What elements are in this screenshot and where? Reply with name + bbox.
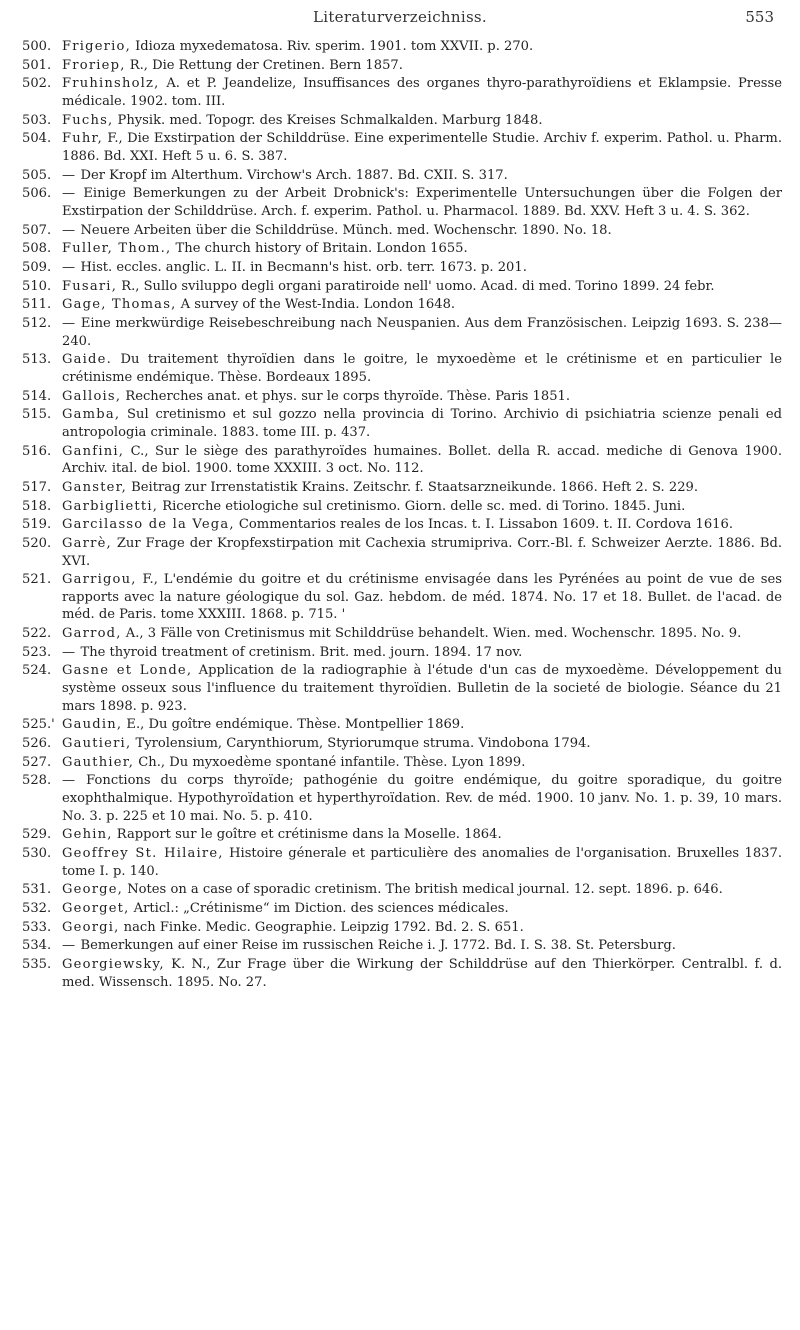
bibliography-entry xyxy=(22,716,782,734)
entry-text: Du traitement thyroïdien dans le goitre, le myxoedème et le crétinisme et en particulier le crétinisme endémique. Thèse. Bordeaux 1895. xyxy=(62,352,782,385)
entry-author: — xyxy=(62,222,77,238)
entry-author: Fusari, xyxy=(62,278,118,294)
entry-text: K. N., Zur Frage über die Wirkung der Schilddrüse auf den Thierkörper. Centralbl. f. d. med. Wissensch. 1895. No. 27. xyxy=(62,956,782,990)
entry-author: Garrè, xyxy=(62,535,112,551)
entry-number: 503. xyxy=(22,112,52,128)
entry-number: 534. xyxy=(22,938,52,954)
entry-text: Notes on a case of sporadic cretinism. The british medical journal. 12. sept. 1896. p. 646. xyxy=(123,882,723,898)
entry-number: 514. xyxy=(22,388,52,404)
entry-author: Gasne et Londe, xyxy=(62,663,193,679)
entry-author: — xyxy=(62,644,77,660)
bibliography-list xyxy=(22,38,782,992)
entry-text: Histoire génerale et particulière des anomalies de l'organisation. Bruxelles 1837. tome I. p. 140. xyxy=(62,845,782,879)
bibliography-entry xyxy=(22,735,782,753)
bibliography-entry xyxy=(22,259,782,277)
entry-author: Garcilasso de la Vega, xyxy=(62,517,235,533)
bibliography-entry xyxy=(22,388,782,406)
entry-text: A survey of the West-India. London 1648. xyxy=(176,297,456,313)
bibliography-entry xyxy=(22,662,782,715)
entry-number: 508. xyxy=(22,241,52,257)
entry-author: George, xyxy=(62,882,124,898)
bibliography-entry xyxy=(22,351,782,386)
entry-author: — xyxy=(62,259,77,275)
page-number: 553 xyxy=(745,8,774,26)
entry-text: Recherches anat. et phys. sur le corps thyroïde. Thèse. Paris 1851. xyxy=(121,388,571,404)
entry-text: R., Die Rettung der Cretinen. Bern 1857. xyxy=(125,57,403,73)
entry-text: Physik. med. Topogr. des Kreises Schmalkalden. Marburg 1848. xyxy=(113,112,543,128)
bibliography-entry xyxy=(22,443,782,478)
entry-number: 531. xyxy=(22,882,52,898)
entry-author: Fruhinsholz, xyxy=(62,76,160,92)
entry-author: Gautieri, xyxy=(62,736,132,751)
entry-text: Beitrag zur Irrenstatistik Krains. Zeitschr. f. Staatsarzneikunde. 1866. Heft 2. S. 229. xyxy=(127,479,699,495)
running-head xyxy=(0,8,800,34)
entry-author: Georgi, xyxy=(62,919,120,935)
entry-author: Georgiewsky, xyxy=(62,956,165,972)
entry-text: Eine merkwürdige Reisebeschreibung nach Neuspanien. Aus dem Französischen. Leipzig 1693. S. 238—240. xyxy=(62,316,782,349)
entry-text: Hist. eccles. anglic. L. II. in Becmann's hist. orb. terr. 1673. p. 201. xyxy=(76,259,527,275)
entry-number: 532. xyxy=(22,900,52,916)
bibliography-entry xyxy=(22,826,782,844)
bibliography-entry xyxy=(22,278,782,296)
entry-number: 507. xyxy=(22,222,52,238)
entry-text: Tyrolensium, Carynthiorum, Styriorumque struma. Vindobona 1794. xyxy=(131,736,591,751)
entry-text: Neuere Arbeiten über die Schilddrüse. Münch. med. Wochenschr. 1890. No. 18. xyxy=(76,222,612,238)
entry-number: 500. xyxy=(22,39,52,54)
entry-number: 530. xyxy=(22,845,52,861)
entry-text: E., Du goître endémique. Thèse. Montpellier 1869. xyxy=(122,717,465,733)
bibliography-entry xyxy=(22,516,782,534)
bibliography-entry xyxy=(22,112,782,130)
entry-text: The church history of Britain. London 1655. xyxy=(171,241,468,257)
entry-author: Garrigou, xyxy=(62,572,137,588)
entry-author: Gaudin, xyxy=(62,717,123,733)
entry-number: 502. xyxy=(22,76,52,92)
entry-author: Garbiglietti, xyxy=(62,498,159,514)
entry-number: 506. xyxy=(22,186,52,202)
bibliography-entry xyxy=(22,57,782,75)
entry-author: Fuller, Thom., xyxy=(62,241,172,257)
bibliography-entry xyxy=(22,240,782,258)
bibliography-entry xyxy=(22,900,782,918)
bibliography-entry xyxy=(22,185,782,220)
bibliography-entry xyxy=(22,479,782,497)
entry-text: C., Sur le siège des parathyroïdes humaines. Bollet. della R. accad. mediche di Genova 1900. Archiv. ital. de biol. 1900. tome XXXIII. 3 oct. No. 112. xyxy=(62,443,782,477)
entry-author: — xyxy=(62,773,77,789)
entry-author: Gamba, xyxy=(62,407,121,423)
entry-number: 519. xyxy=(22,517,52,533)
entry-author: Georget, xyxy=(62,900,130,916)
entry-text: F., L'endémie du goitre et du crétinisme envisagée dans les Pyrénées au point de vue de ses rapports avec la nature géologique du sol. Gaz. hebdom. de méd. 1874. No. 17 et 18. Bullet. de l'acad. de méd. de Paris. tome XXXIII. 1868. p. 715. ' xyxy=(62,572,782,623)
bibliography-entry xyxy=(22,315,782,350)
bibliography-entry xyxy=(22,75,782,110)
entry-text: Zur Frage der Kropfexstirpation mit Cachexia strumipriva. Corr.-Bl. f. Schweizer Aerzte. 1886. Bd. XVI. xyxy=(62,535,782,569)
entry-author: Garrod, xyxy=(62,626,122,642)
entry-author: Gallois, xyxy=(62,388,122,404)
bibliography-entry xyxy=(22,167,782,185)
entry-text: Der Kropf im Alterthum. Virchow's Arch. 1887. Bd. CXII. S. 317. xyxy=(76,167,508,183)
bibliography-entry xyxy=(22,406,782,441)
running-head-title: Literaturverzeichniss. xyxy=(312,8,488,26)
entry-number: 512. xyxy=(22,316,52,332)
entry-number: 501. xyxy=(22,57,52,73)
entry-number: 505. xyxy=(22,167,52,183)
bibliography-entry xyxy=(22,919,782,937)
entry-text: Ricerche etiologiche sul cretinismo. Giorn. delle sc. med. di Torino. 1845. Juni. xyxy=(158,498,686,514)
bibliography-entry xyxy=(22,222,782,240)
entry-text: A. et P. Jeandelize, Insuffisances des organes thyro-parathyroïdiens et Eklampsie. Presse médicale. 1902. tom. III. xyxy=(62,76,782,109)
entry-author: — xyxy=(62,186,77,202)
entry-text: Ch., Du myxoedème spontané infantile. Thèse. Lyon 1899. xyxy=(134,754,526,770)
bibliography-entry xyxy=(22,38,782,56)
entry-text: Fonctions du corps thyroïde; pathogénie du goitre endémique, du goitre sporadique, du goitre exophthalmique. Hypothyroïdation et hyperthyroïdation. Rev. de méd. 1900. 10 janv. No. 1. p. 39, 10 mars. No. 3. p. 225 et 10 mai. No. 5. p. 410. xyxy=(62,773,782,824)
bibliography-entry xyxy=(22,956,782,991)
entry-text: The thyroid treatment of cretinism. Brit. med. journ. 1894. 17 nov. xyxy=(76,644,523,660)
entry-number: 520. xyxy=(22,535,52,551)
entry-number: 517. xyxy=(22,479,52,495)
entry-text: nach Finke. Medic. Geographie. Leipzig 1792. Bd. 2. S. 651. xyxy=(119,919,524,935)
entry-number: 513. xyxy=(22,352,52,368)
entry-author: — xyxy=(62,938,77,954)
entry-number: 524. xyxy=(22,663,52,679)
entry-number: 527. xyxy=(22,754,52,770)
bibliography-entry xyxy=(22,772,782,825)
bibliography-entry xyxy=(22,754,782,772)
entry-text: Application de la radiographie à l'étude d'un cas de myxoedème. Développement du système osseux sous l'influence du traitement thyroïdien. Bulletin de la societé de biologie. Séance du 21 mars 1898. p. 923. xyxy=(62,663,782,714)
entry-author: Ganfini, xyxy=(62,443,125,459)
entry-author: Gauthier, xyxy=(62,754,135,770)
entry-author: — xyxy=(62,167,77,183)
entry-text: F., Die Exstirpation der Schilddrüse. Eine experimentelle Studie. Archiv f. experim. Pathol. u. Pharm. 1886. Bd. XXI. Heft 5 u. 6. S. 387. xyxy=(62,131,782,164)
entry-text: R., Sullo sviluppo degli organi paratiroide nell' uomo. Acad. di med. Torino 1899. 24 febr. xyxy=(117,278,715,294)
entry-number: 504. xyxy=(22,131,52,147)
entry-author: Gehin, xyxy=(62,827,113,843)
entry-text: Commentarios reales de los Incas. t. I. Lissabon 1609. t. II. Cordova 1616. xyxy=(234,517,734,533)
entry-number: 528. xyxy=(22,773,52,789)
entry-text: Bemerkungen auf einer Reise im russischen Reiche i. J. 1772. Bd. I. S. 38. St. Petersburg. xyxy=(76,938,676,954)
entry-text: Articl.: „Crétinisme“ im Diction. des sciences médicales. xyxy=(129,900,509,916)
bibliography-entry xyxy=(22,644,782,662)
bibliography-entry xyxy=(22,845,782,880)
entry-author: Gage, Thomas, xyxy=(62,297,177,313)
entry-number: 529. xyxy=(22,827,52,843)
entry-number: 511. xyxy=(22,297,52,313)
entry-number: 510. xyxy=(22,278,52,294)
entry-number: 509. xyxy=(22,259,52,275)
bibliography-entry xyxy=(22,571,782,624)
entry-text: A., 3 Fälle von Cretinismus mit Schilddrüse behandelt. Wien. med. Wochenschr. 1895. No. 9. xyxy=(121,626,742,642)
bibliography-entry xyxy=(22,881,782,899)
entry-number: 525.' xyxy=(22,717,55,733)
entry-author: Froriep, xyxy=(62,57,126,73)
bibliography-entry xyxy=(22,535,782,570)
entry-number: 516. xyxy=(22,443,52,459)
bibliography-entry xyxy=(22,625,782,643)
entry-text: Rapport sur le goître et crétinisme dans la Moselle. 1864. xyxy=(112,827,502,843)
entry-number: 515. xyxy=(22,407,52,423)
entry-author: Ganster, xyxy=(62,479,128,495)
entry-number: 533. xyxy=(22,919,52,935)
entry-author: Fuchs, xyxy=(62,112,114,128)
entry-number: 518. xyxy=(22,498,52,514)
entry-number: 523. xyxy=(22,644,52,660)
entry-text: Einige Bemerkungen zu der Arbeit Drobnick's: Experimentelle Untersuchungen über die Folgen der Exstirpation der Schilddrüse. Arch. f. experim. Pathol. u. Pharmacol. 1889. Bd. XXV. Heft 3 u. 4. S. 362. xyxy=(62,186,782,219)
bibliography-entry xyxy=(22,498,782,516)
entry-author: Frigerio, xyxy=(62,39,131,54)
entry-number: 535. xyxy=(22,956,52,972)
entry-author: Geoffrey St. Hilaire, xyxy=(62,845,224,861)
entry-number: 522. xyxy=(22,626,52,642)
entry-author: — xyxy=(62,316,77,332)
entry-author: Fuhr, xyxy=(62,131,103,147)
bibliography-entry xyxy=(22,937,782,955)
bibliography-entry xyxy=(22,130,782,165)
entry-author: Gaide. xyxy=(62,352,112,368)
entry-number: 521. xyxy=(22,572,52,588)
bibliography-entry xyxy=(22,296,782,314)
entry-text: Sul cretinismo et sul gozzo nella provincia di Torino. Archivio di psichiatria scienze penali ed antropologia criminale. 1883. tome III. p. 437. xyxy=(62,407,782,440)
entry-number: 526. xyxy=(22,736,52,751)
entry-text: Idioza myxedematosa. Riv. sperim. 1901. tom XXVII. p. 270. xyxy=(130,39,534,54)
